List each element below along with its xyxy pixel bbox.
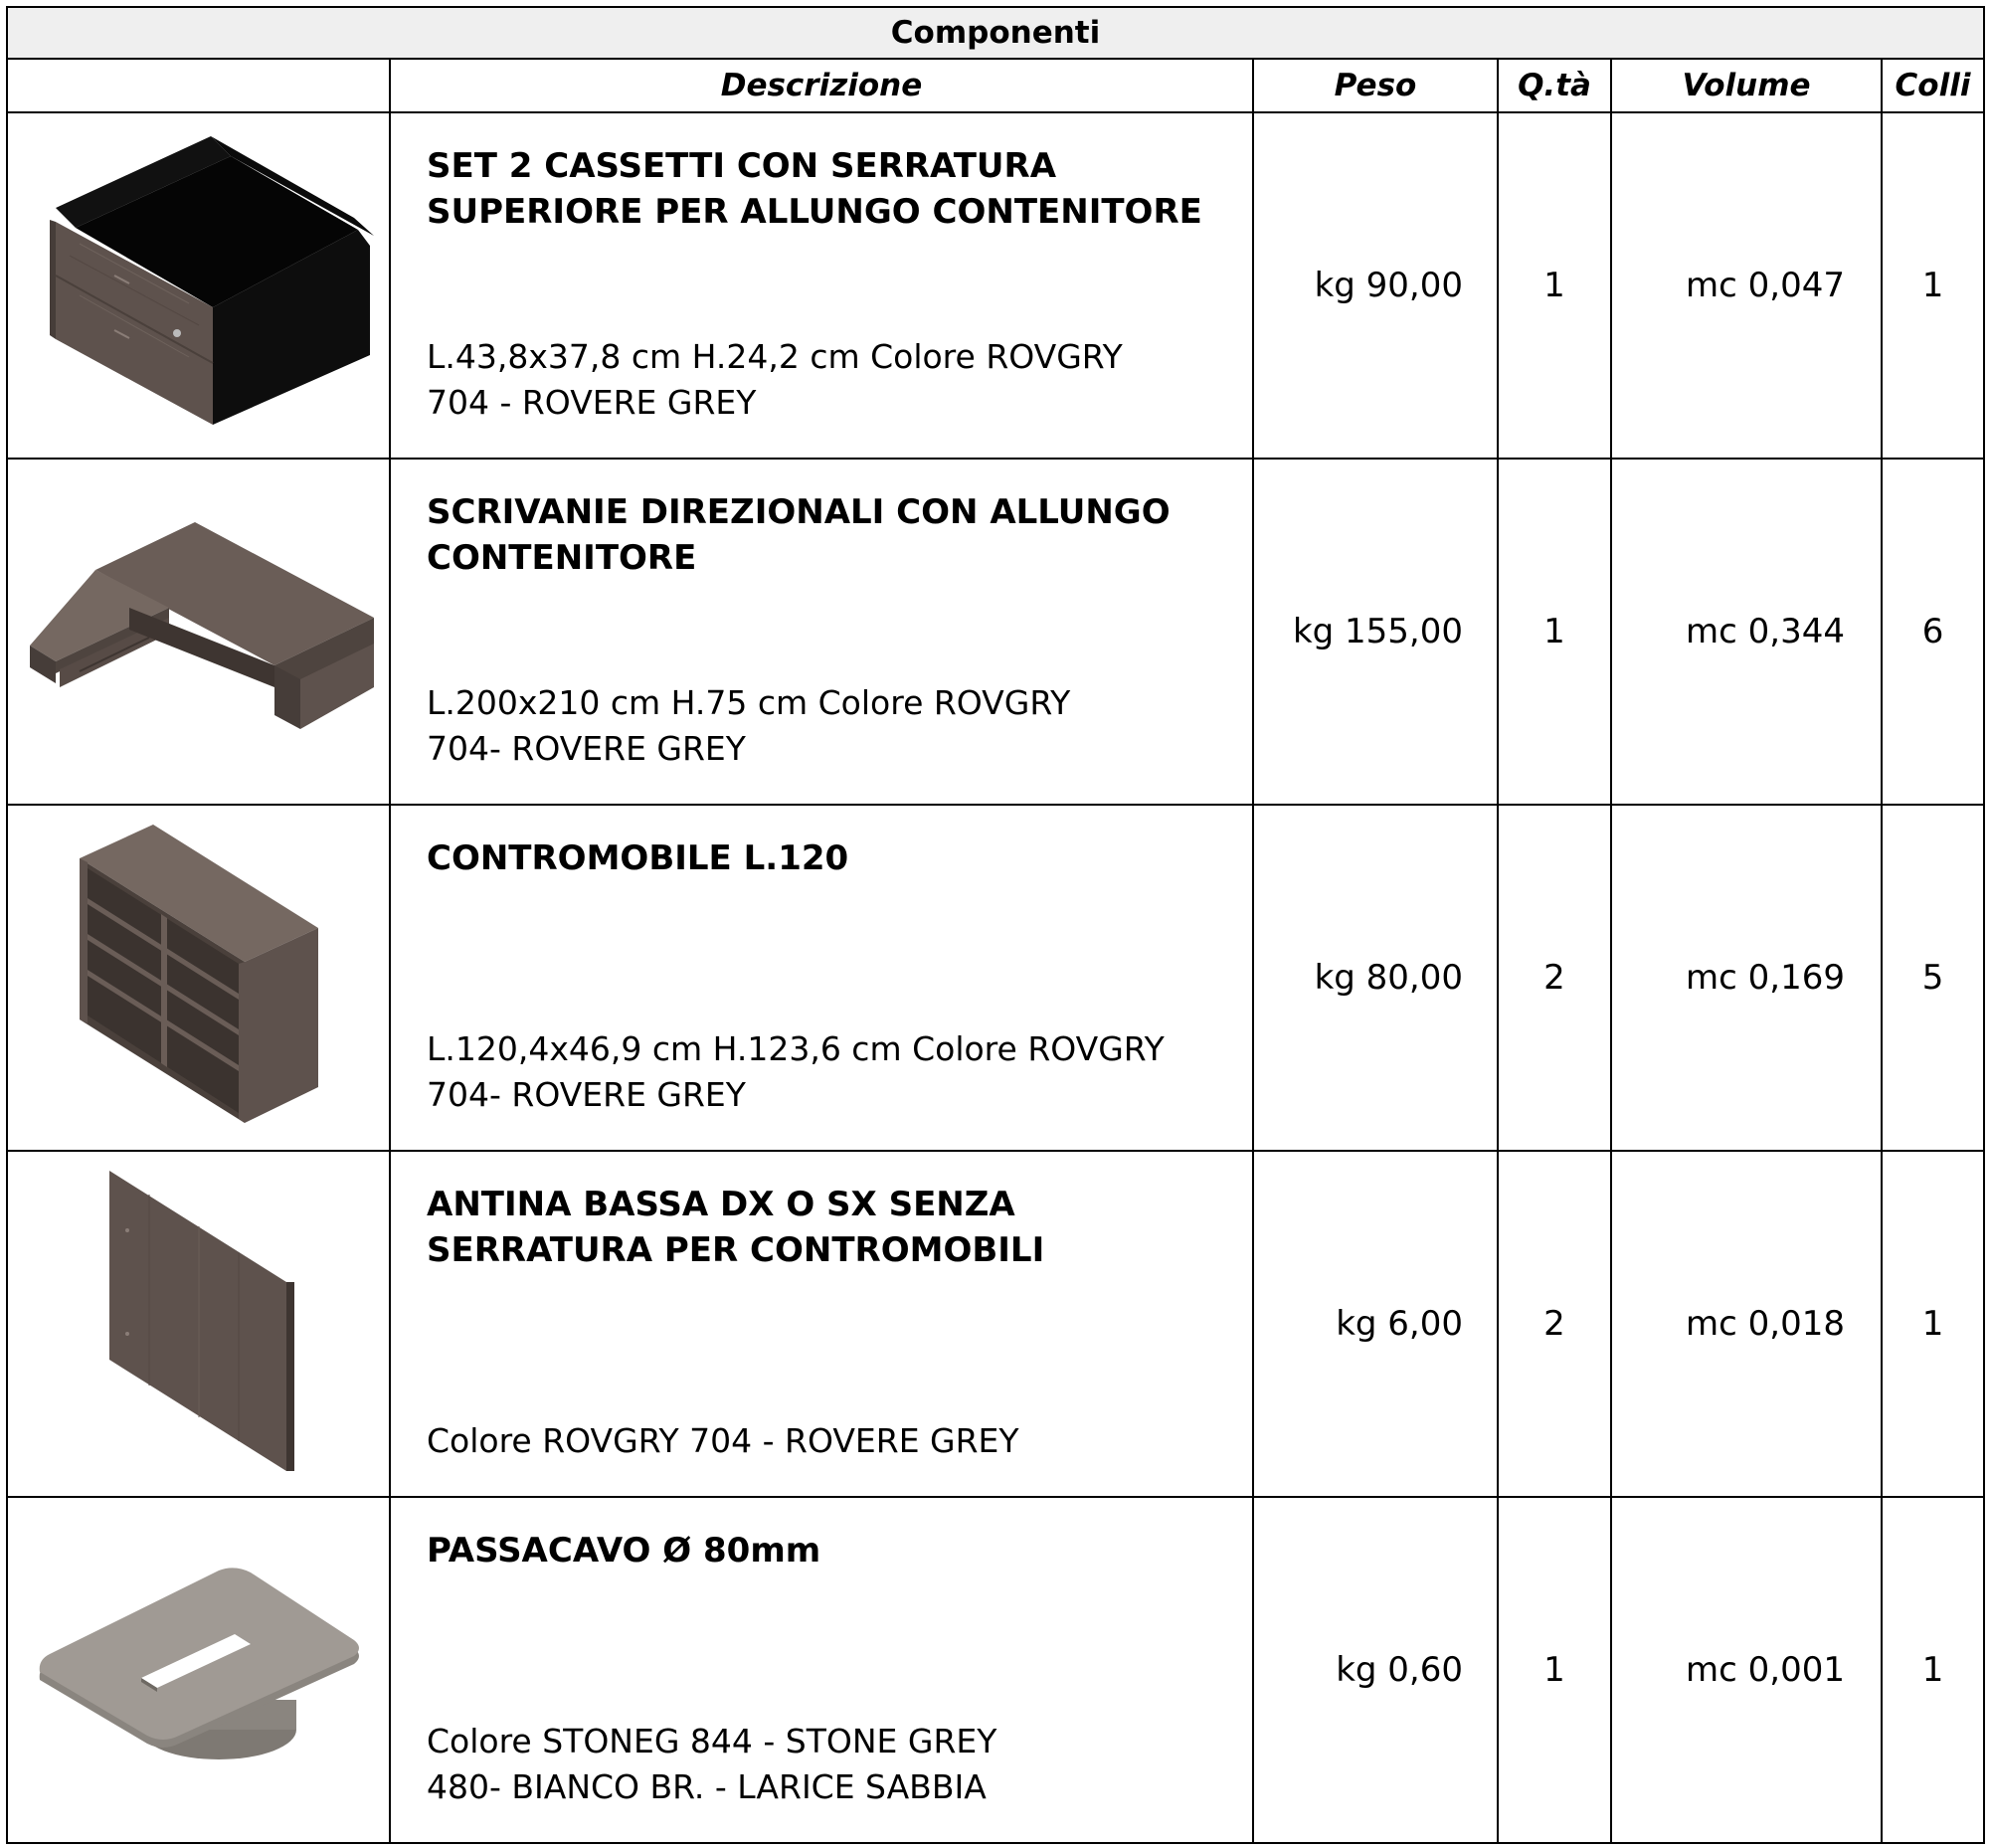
description-cell [390,112,1253,459]
table-row [7,1151,1984,1497]
product-title: ANTINA BASSA DX O SX SENZA SERRATURA PER CONTROMOBILI [427,1185,1045,1270]
qty-cell: 2 [1498,1151,1611,1497]
description-cell [390,1151,1253,1497]
header-description: Descrizione [390,59,1253,112]
product-title: CONTROMOBILE L.120 [427,838,849,878]
product-title: SCRIVANIE DIREZIONALI CON ALLUNGO CONTENITORE [427,492,1171,578]
table-title: Componenti [7,7,1984,59]
components-table [6,6,1985,1844]
header-qty: Q.tà [1498,59,1611,112]
door-panel-icon [90,1165,308,1483]
table-row [7,112,1984,459]
cable-grommet-icon [30,1561,368,1779]
header-volume: Volume [1611,59,1882,112]
packages-cell: 1 [1882,1151,1984,1497]
description-cell [390,805,1253,1151]
qty-cell: 2 [1498,805,1611,1151]
weight-cell: kg 0,60 [1253,1497,1498,1843]
weight-cell: kg 6,00 [1253,1151,1498,1497]
components-sheet [6,6,1983,1844]
header-weight: Peso [1253,59,1498,112]
volume-cell: mc 0,047 [1611,112,1882,459]
table-row [7,459,1984,805]
product-image-cell [7,805,390,1151]
table-header-row [7,59,1984,112]
packages-cell: 1 [1882,1497,1984,1843]
header-packages: Colli [1882,59,1984,112]
qty-cell: 1 [1498,112,1611,459]
qty-cell: 1 [1498,1497,1611,1843]
volume-cell: mc 0,344 [1611,459,1882,805]
product-detail: L.200x210 cm H.75 cm Colore ROVGRY 704- ROVERE GREY [427,683,1071,768]
packages-cell: 6 [1882,459,1984,805]
product-image-cell [7,1151,390,1497]
drawer-set-icon [20,126,378,445]
weight-cell: kg 155,00 [1253,459,1498,805]
product-detail: Colore ROVGRY 704 - ROVERE GREY [427,1421,1019,1460]
table-title-row [7,7,1984,59]
header-image [7,59,390,112]
executive-desk-icon [20,512,378,751]
table-row [7,805,1984,1151]
weight-cell: kg 80,00 [1253,805,1498,1151]
product-title: SET 2 CASSETTI CON SERRATURA SUPERIORE PER ALLUNGO CONTENITORE [427,146,1202,232]
product-image-cell [7,459,390,805]
product-detail: L.120,4x46,9 cm H.123,6 cm Colore ROVGRY 704- ROVERE GREY [427,1029,1165,1114]
product-image-cell [7,1497,390,1843]
volume-cell: mc 0,169 [1611,805,1882,1151]
packages-cell: 1 [1882,112,1984,459]
weight-cell: kg 90,00 [1253,112,1498,459]
qty-cell: 1 [1498,459,1611,805]
sideboard-icon [70,819,328,1137]
table-row [7,1497,1984,1843]
product-title: PASSACAVO Ø 80mm [427,1531,821,1571]
description-cell [390,1497,1253,1843]
volume-cell: mc 0,001 [1611,1497,1882,1843]
packages-cell: 5 [1882,805,1984,1151]
product-detail: Colore STONEG 844 - STONE GREY 480- BIANCO BR. - LARICE SABBIA [427,1722,997,1806]
volume-cell: mc 0,018 [1611,1151,1882,1497]
product-image-cell [7,112,390,459]
description-cell [390,459,1253,805]
product-detail: L.43,8x37,8 cm H.24,2 cm Colore ROVGRY 704 - ROVERE GREY [427,337,1123,422]
